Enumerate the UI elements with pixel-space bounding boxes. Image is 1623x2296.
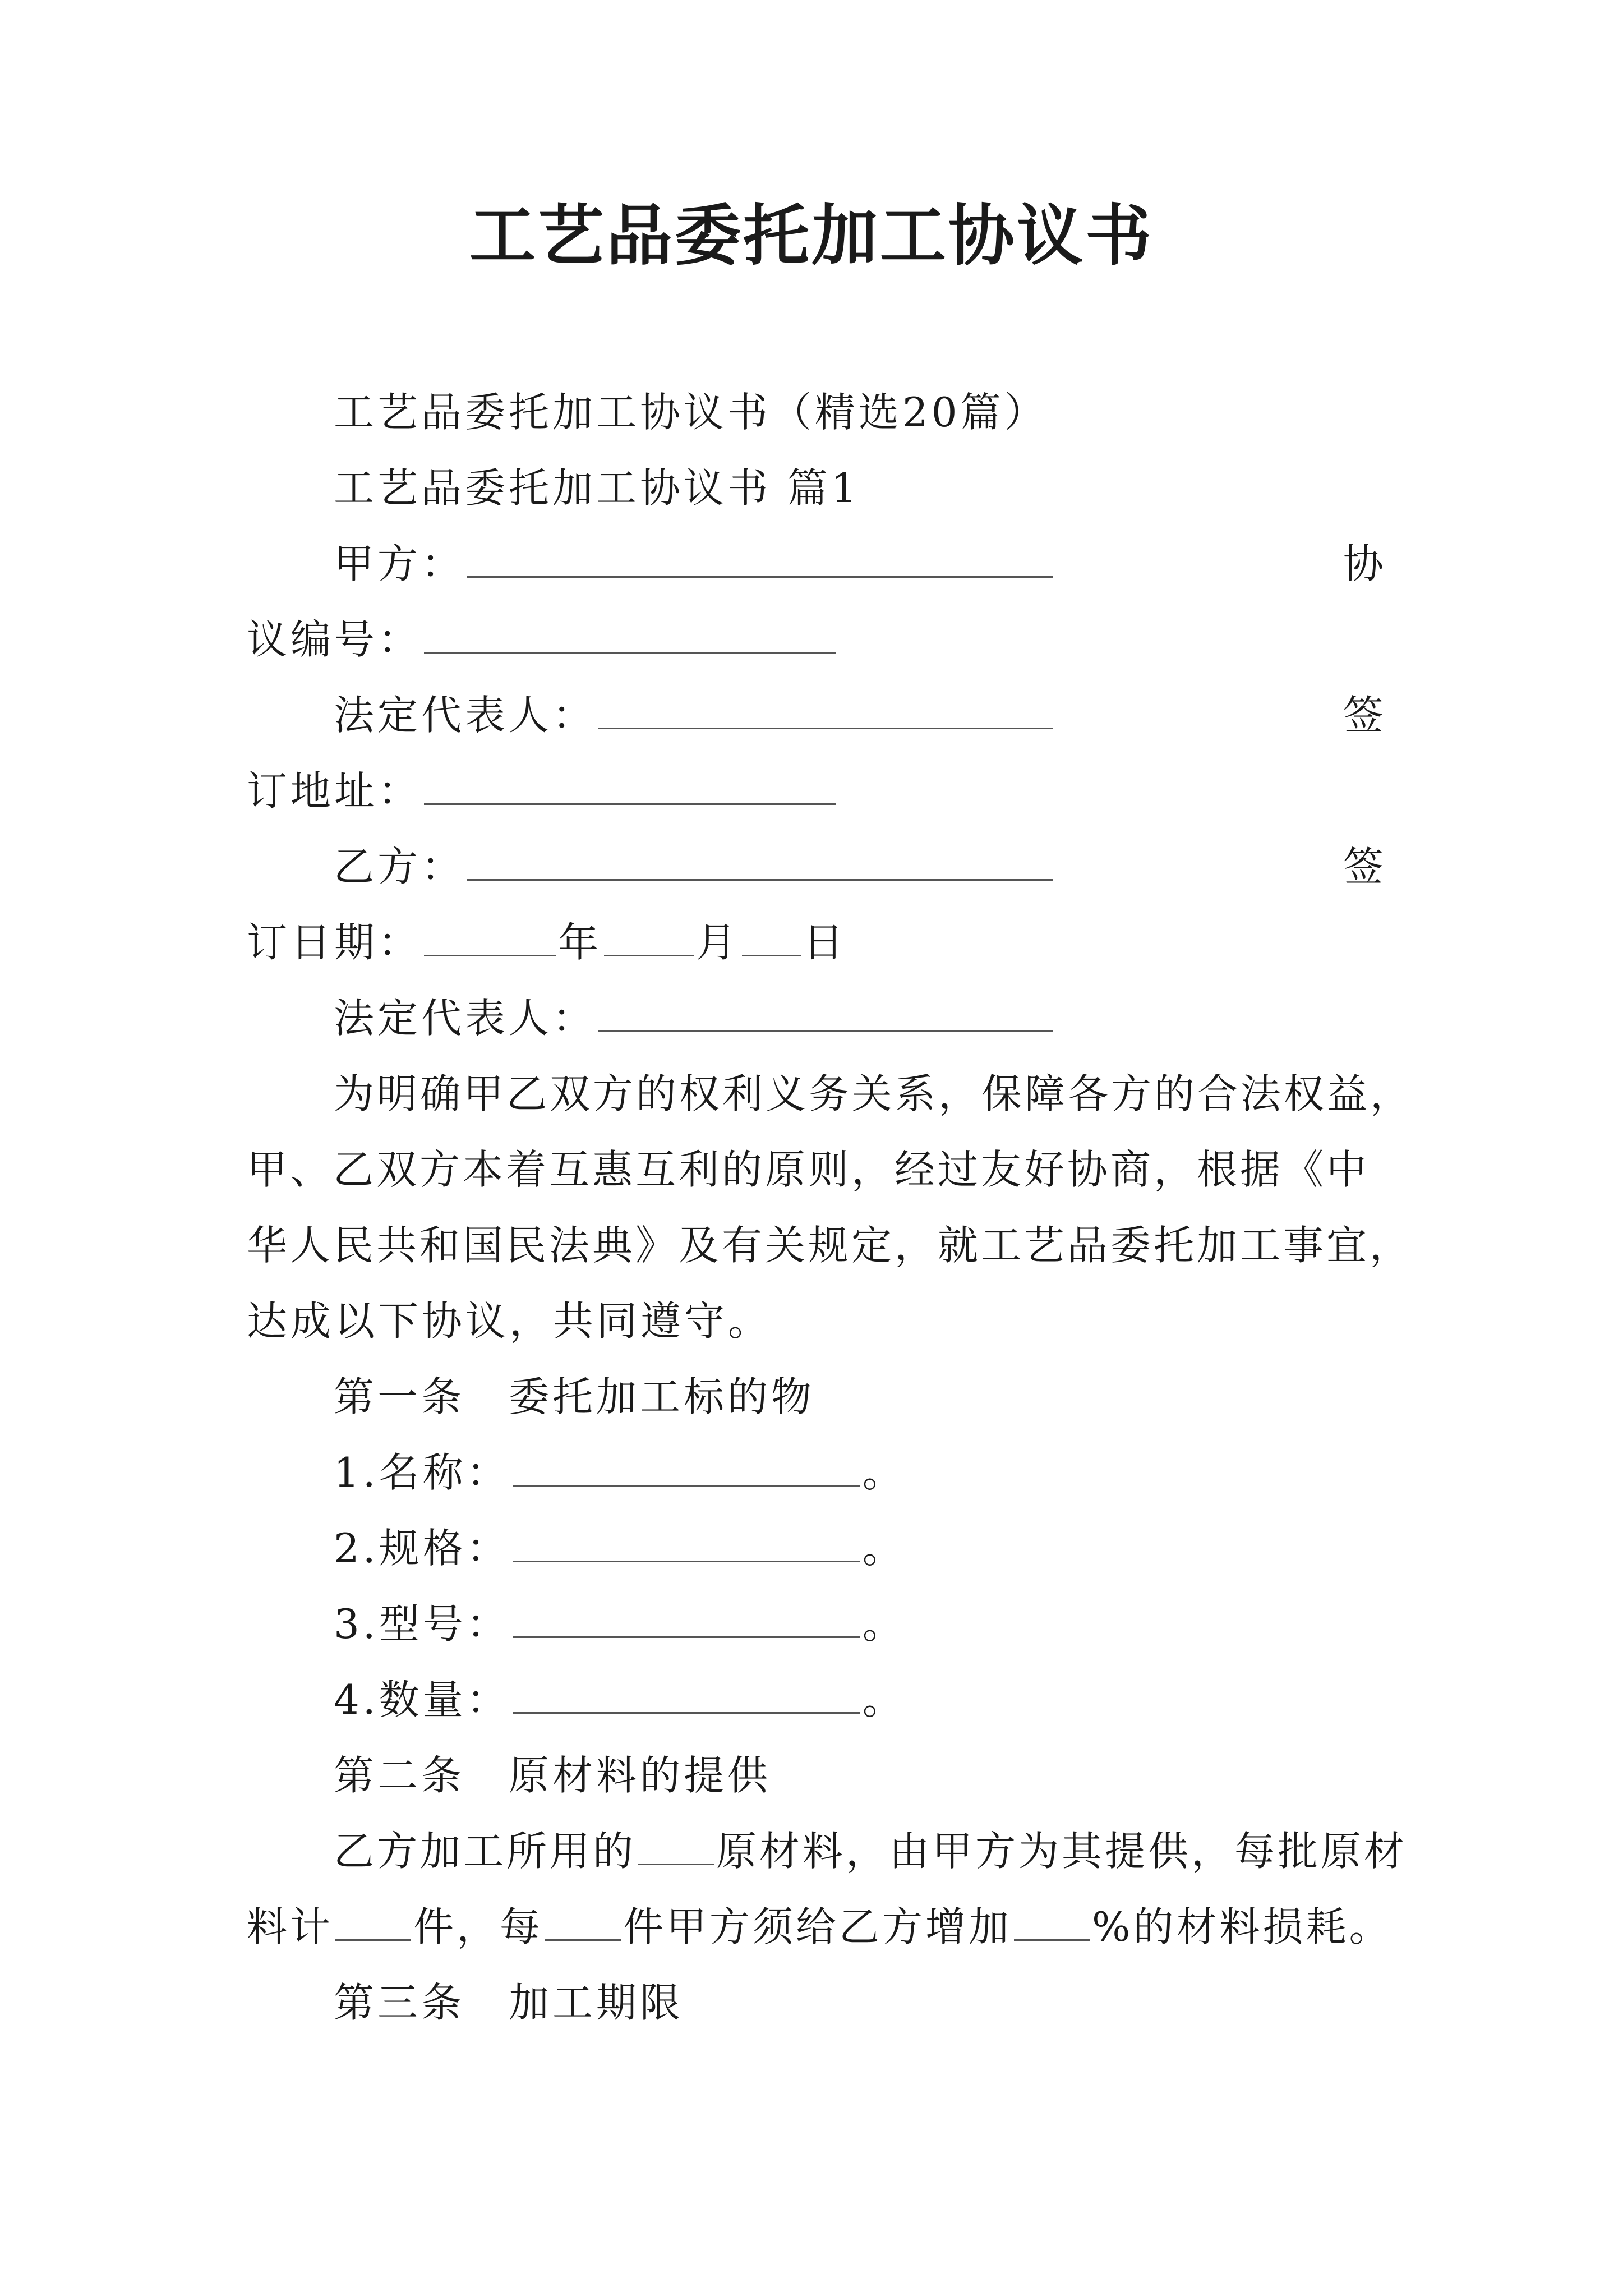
count-blank xyxy=(335,1900,411,1941)
month-blank xyxy=(604,915,694,956)
agreement-no-label-start: 协 xyxy=(1343,540,1384,587)
legal-rep-a-label: 法定代表人： xyxy=(334,692,597,739)
item-label: 1.名称： xyxy=(334,1449,510,1496)
party-a-row xyxy=(334,533,1055,595)
section-heading: 工艺品委托加工协议书 篇1 xyxy=(334,464,860,512)
sign-date-row xyxy=(247,912,847,973)
document-title: 工艺品委托加工协议书 xyxy=(469,196,1154,274)
per-blank xyxy=(545,1900,621,1941)
item-label: 4.数量： xyxy=(334,1676,510,1723)
party-b-row xyxy=(334,836,1055,898)
sign-addr-label: 订地址： xyxy=(247,767,422,815)
item-blank xyxy=(513,1446,860,1487)
material-blank xyxy=(638,1824,714,1865)
article-2-text: 料计 xyxy=(247,1903,334,1950)
intro-line: 华人民共和国民法典》及有关规定，就工艺品委托加工事宜， xyxy=(247,1222,1413,1269)
intro-line: 达成以下协议，共同遵守。 xyxy=(247,1297,772,1345)
day-blank xyxy=(742,915,801,956)
intro-line: 为明确甲乙双方的权利义务关系，保障各方的合法权益， xyxy=(334,1070,1414,1117)
article-1-item xyxy=(334,1517,906,1579)
article-1-item xyxy=(334,1593,906,1655)
article-2-text: 件甲方须给乙方增加 xyxy=(623,1903,1012,1950)
article-2-text: 件，每 xyxy=(413,1903,543,1950)
sign-addr-row xyxy=(247,760,838,822)
legal-rep-b-row xyxy=(334,987,1055,1049)
party-b-blank xyxy=(467,840,1053,881)
article-1-item xyxy=(334,1669,906,1731)
subtitle: 工艺品委托加工协议书（精选20篇） xyxy=(334,389,1048,436)
article-3-title: 第三条 加工期限 xyxy=(334,1979,684,2026)
article-1-title: 第一条 委托加工标的物 xyxy=(334,1373,815,1420)
article-2-text: %的材料损耗。 xyxy=(1092,1903,1393,1950)
article-2-line xyxy=(334,1820,1407,1882)
item-blank xyxy=(513,1521,860,1562)
item-period: 。 xyxy=(862,1449,906,1496)
intro-line: 甲、乙双方本着互惠互利的原则，经过友好协商，根据《中 xyxy=(247,1146,1370,1193)
article-1-item xyxy=(334,1442,906,1503)
item-period: 。 xyxy=(862,1600,906,1648)
item-blank xyxy=(513,1673,860,1714)
item-label: 2.规格： xyxy=(334,1525,510,1572)
legal-rep-b-label: 法定代表人： xyxy=(334,995,597,1042)
sign-date-label-start: 签 xyxy=(1343,843,1384,890)
sign-addr-blank xyxy=(424,764,836,805)
percent-blank xyxy=(1014,1900,1090,1941)
item-period: 。 xyxy=(862,1525,906,1572)
sign-date-label: 订日期： xyxy=(247,919,422,966)
item-blank xyxy=(513,1597,860,1638)
month-label: 月 xyxy=(696,919,740,966)
agreement-no-blank xyxy=(424,613,836,654)
legal-rep-b-blank xyxy=(598,991,1053,1032)
party-b-label: 乙方： xyxy=(334,843,465,890)
year-label: 年 xyxy=(558,919,602,966)
agreement-no-row xyxy=(247,609,838,670)
item-period: 。 xyxy=(862,1676,906,1723)
agreement-no-label: 议编号： xyxy=(247,616,422,663)
article-2-text: 原材料，由甲方为其提供，每批原材 xyxy=(716,1828,1408,1875)
party-a-blank xyxy=(467,537,1053,578)
article-2-title: 第二条 原材料的提供 xyxy=(334,1752,772,1799)
legal-rep-a-blank xyxy=(598,688,1053,729)
article-2-line xyxy=(247,1896,1392,1958)
legal-rep-a-row xyxy=(334,684,1055,746)
sign-addr-label-start: 签 xyxy=(1343,692,1384,739)
year-blank xyxy=(424,915,556,956)
item-label: 3.型号： xyxy=(334,1600,510,1648)
party-a-label: 甲方： xyxy=(334,540,465,587)
article-2-text: 乙方加工所用的 xyxy=(334,1828,637,1875)
day-label: 日 xyxy=(803,919,847,966)
